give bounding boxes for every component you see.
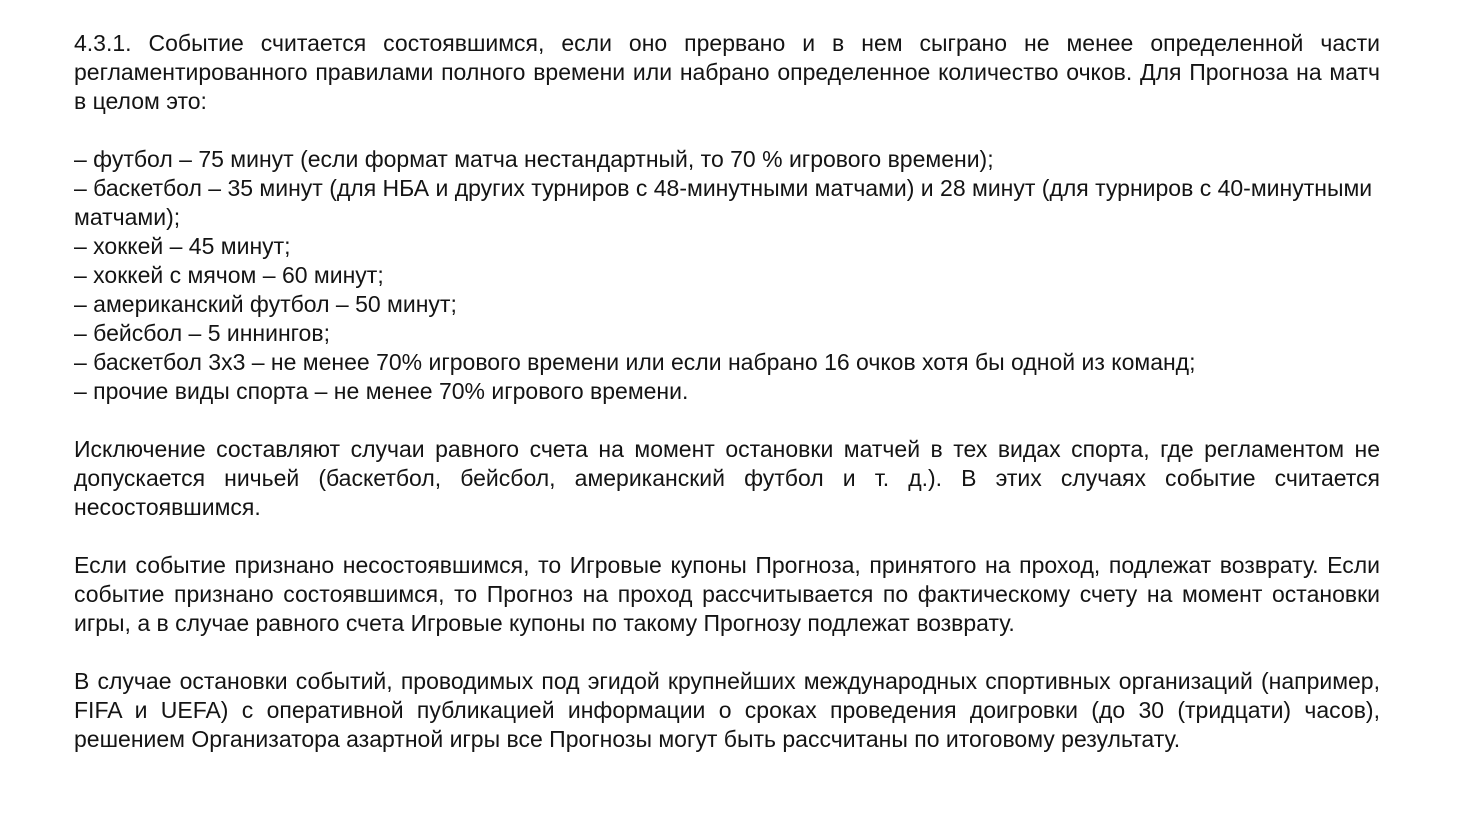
rule-baseball: – бейсбол – 5 иннингов; bbox=[74, 320, 330, 346]
rule-basketball-3x3: – баскетбол 3х3 – не менее 70% игрового времени или если набрано 16 очков хотя бы одной из команд; bbox=[74, 349, 1196, 375]
rule-hockey: – хоккей – 45 минут; bbox=[74, 233, 291, 259]
refund-paragraph: Если событие признано несостоявшимся, то Игровые купоны Прогноза, принятого на проход, подлежат возврату. Если событие признано состоявшимся, то Прогноз на проход рассчитывается по фактическому счету на момент остановки игры, а в случае равного счета Игровые купоны по такому Прогнозу подлежат возврату. bbox=[74, 552, 1380, 636]
rule-football: – футбол – 75 минут (если формат матча нестандартный, то 70 % игрового времени); bbox=[74, 146, 994, 172]
intro-paragraph: 4.3.1. Событие считается состоявшимся, если оно прервано и в нем сыграно не менее определенной части регламентированного правилами полного времени или набрано определенное количество очков. Для Прогноза на матч в целом это: bbox=[74, 30, 1380, 114]
paragraph-gap bbox=[74, 638, 1380, 667]
document-page bbox=[74, 29, 1380, 754]
paragraph-gap bbox=[74, 522, 1380, 551]
sport-rules-list bbox=[74, 145, 1380, 406]
paragraph-gap bbox=[74, 406, 1380, 435]
rule-other-sports: – прочие виды спорта – не менее 70% игрового времени. bbox=[74, 378, 689, 404]
rule-basketball: – баскетбол – 35 минут (для НБА и других турниров с 48-минутными матчами) и 28 минут (для турниров с 40-минутными матчами); bbox=[74, 175, 1373, 230]
international-paragraph: В случае остановки событий, проводимых под эгидой крупнейших международных спортивных организаций (например, FIFA и UEFA) с оперативной публикацией информации о сроках проведения доигровки (до 30 (тридцати) часов), решением Организатора азартной игры все Прогнозы могут быть рассчитаны по итоговому результату. bbox=[74, 668, 1380, 752]
rule-bandy: – хоккей с мячом – 60 минут; bbox=[74, 262, 384, 288]
rule-american-football: – американский футбол – 50 минут; bbox=[74, 291, 457, 317]
exception-paragraph: Исключение составляют случаи равного счета на момент остановки матчей в тех видах спорта, где регламентом не допускается ничьей (баскетбол, бейсбол, американский футбол и т. д.). В этих случаях событие считается несостоявшимся. bbox=[74, 436, 1380, 520]
paragraph-gap bbox=[74, 116, 1380, 145]
